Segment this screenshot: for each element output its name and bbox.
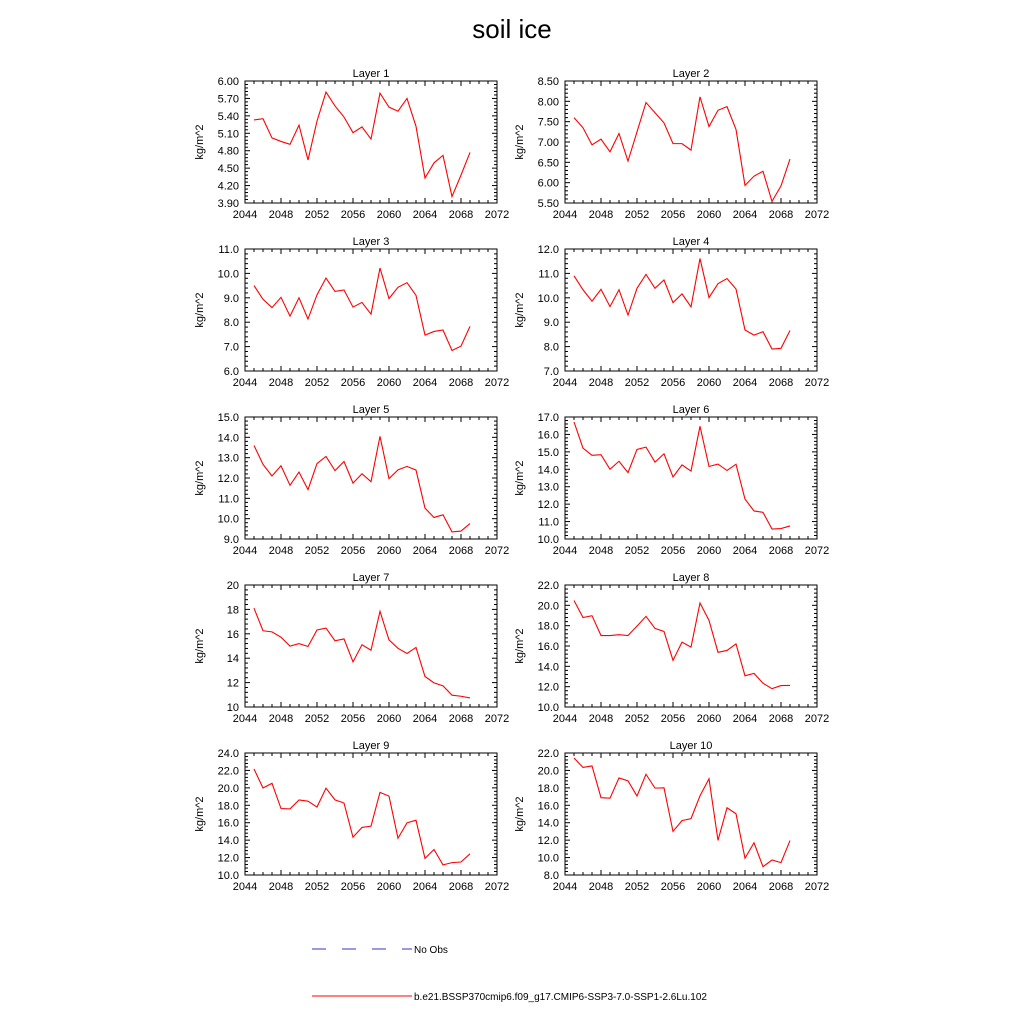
legend-model-label: b.e21.BSSP370cmip6.f09_g17.CMIP6-SSP3-7.0-SSP1-2.6Lu.102 bbox=[414, 992, 707, 1003]
x-tick-label: 2072 bbox=[484, 377, 510, 389]
y-tick-label: 10.0 bbox=[537, 702, 559, 714]
x-tick-label: 2072 bbox=[484, 209, 510, 221]
x-tick-label: 2048 bbox=[588, 377, 614, 389]
plot-frame bbox=[565, 249, 817, 371]
series-line bbox=[574, 422, 790, 529]
x-tick-label: 2052 bbox=[304, 545, 330, 557]
x-tick-label: 2060 bbox=[696, 881, 722, 893]
panel-layer-7 bbox=[194, 572, 509, 725]
x-tick-label: 2072 bbox=[804, 377, 830, 389]
panel-title: Layer 3 bbox=[352, 236, 390, 248]
plot-frame bbox=[245, 753, 497, 875]
x-tick-label: 2064 bbox=[412, 713, 438, 725]
y-tick-label: 16.0 bbox=[537, 429, 559, 442]
x-tick-label: 2064 bbox=[412, 881, 438, 893]
y-tick-label: 8.50 bbox=[537, 76, 559, 88]
x-tick-label: 2068 bbox=[768, 209, 794, 221]
x-tick-label: 2056 bbox=[660, 545, 686, 557]
x-tick-label: 2048 bbox=[588, 881, 614, 893]
y-tick-label: 16.0 bbox=[217, 817, 239, 830]
x-tick-label: 2048 bbox=[268, 377, 294, 389]
x-tick-label: 2068 bbox=[768, 713, 794, 725]
y-tick-label: 16.0 bbox=[537, 800, 559, 813]
y-axis-label: kg/m^2 bbox=[514, 796, 526, 832]
x-tick-label: 2064 bbox=[732, 713, 758, 725]
y-tick-label: 22.0 bbox=[217, 765, 239, 778]
x-tick-label: 2044 bbox=[232, 209, 258, 221]
y-tick-label: 11.0 bbox=[538, 268, 559, 281]
panel-title: Layer 4 bbox=[672, 236, 710, 248]
x-tick-label: 2044 bbox=[552, 545, 578, 557]
x-tick-label: 2048 bbox=[588, 545, 614, 557]
x-tick-label: 2064 bbox=[732, 377, 758, 389]
y-tick-label: 6.50 bbox=[537, 157, 559, 170]
figure-title: soil ice bbox=[472, 14, 552, 44]
y-tick-label: 8.0 bbox=[543, 341, 559, 354]
y-tick-label: 18 bbox=[226, 604, 239, 617]
y-tick-label: 7.0 bbox=[223, 341, 239, 354]
y-tick-label: 10.0 bbox=[537, 534, 559, 546]
y-tick-label: 3.90 bbox=[217, 198, 239, 210]
y-tick-label: 7.00 bbox=[537, 137, 559, 149]
x-tick-label: 2052 bbox=[624, 881, 650, 893]
x-tick-label: 2052 bbox=[304, 713, 330, 725]
x-tick-label: 2068 bbox=[448, 881, 474, 893]
y-axis-label: kg/m^2 bbox=[194, 628, 206, 664]
x-tick-label: 2056 bbox=[660, 881, 686, 893]
x-tick-label: 2052 bbox=[624, 209, 650, 221]
y-axis-label: kg/m^2 bbox=[194, 124, 206, 160]
y-tick-label: 7.0 bbox=[543, 366, 559, 378]
y-tick-label: 10.0 bbox=[217, 268, 239, 281]
x-tick-label: 2052 bbox=[304, 881, 330, 893]
x-tick-label: 2052 bbox=[304, 209, 330, 221]
y-tick-label: 14.0 bbox=[537, 661, 559, 674]
legend-obs-label: No Obs bbox=[414, 945, 448, 956]
y-tick-label: 11.0 bbox=[218, 493, 239, 506]
x-tick-label: 2068 bbox=[768, 545, 794, 557]
y-axis-label: kg/m^2 bbox=[194, 460, 206, 496]
y-tick-label: 14.0 bbox=[217, 432, 239, 445]
series-line bbox=[574, 758, 790, 867]
y-tick-label: 5.50 bbox=[537, 198, 559, 210]
x-tick-label: 2068 bbox=[448, 377, 474, 389]
panel-title: Layer 7 bbox=[352, 572, 390, 584]
y-axis-label: kg/m^2 bbox=[194, 292, 206, 328]
y-axis-label: kg/m^2 bbox=[514, 292, 526, 328]
y-axis-label: kg/m^2 bbox=[514, 460, 526, 496]
x-tick-label: 2056 bbox=[340, 209, 366, 221]
plot-frame bbox=[565, 417, 817, 539]
y-tick-label: 14.0 bbox=[217, 835, 239, 848]
plot-frame bbox=[565, 753, 817, 875]
panel-layer-5 bbox=[194, 404, 509, 557]
panel-title: Layer 8 bbox=[672, 572, 710, 584]
x-tick-label: 2056 bbox=[660, 209, 686, 221]
y-tick-label: 18.0 bbox=[537, 782, 559, 795]
x-tick-label: 2060 bbox=[696, 713, 722, 725]
x-tick-label: 2056 bbox=[340, 881, 366, 893]
y-tick-label: 8.00 bbox=[537, 96, 559, 109]
x-tick-label: 2064 bbox=[412, 209, 438, 221]
x-tick-label: 2064 bbox=[732, 881, 758, 893]
y-tick-label: 24.0 bbox=[217, 748, 239, 760]
x-tick-label: 2052 bbox=[624, 545, 650, 557]
panel-title: Layer 1 bbox=[352, 68, 390, 80]
panel-layer-8 bbox=[514, 572, 829, 725]
y-axis-label: kg/m^2 bbox=[194, 796, 206, 832]
y-tick-label: 20.0 bbox=[537, 765, 559, 778]
y-tick-label: 12.0 bbox=[537, 681, 559, 694]
x-tick-label: 2060 bbox=[696, 545, 722, 557]
y-tick-label: 9.0 bbox=[543, 317, 559, 330]
x-tick-label: 2044 bbox=[552, 881, 578, 893]
panel-layer-6 bbox=[514, 404, 829, 557]
y-tick-label: 6.0 bbox=[223, 366, 239, 378]
x-tick-label: 2060 bbox=[696, 209, 722, 221]
x-tick-label: 2044 bbox=[552, 209, 578, 221]
x-tick-label: 2056 bbox=[660, 713, 686, 725]
y-tick-label: 4.50 bbox=[217, 163, 239, 176]
y-tick-label: 9.0 bbox=[223, 292, 239, 305]
panel-layer-3 bbox=[194, 236, 509, 389]
y-tick-label: 22.0 bbox=[537, 748, 559, 760]
x-tick-label: 2064 bbox=[732, 545, 758, 557]
panel-title: Layer 9 bbox=[352, 740, 390, 752]
x-tick-label: 2064 bbox=[412, 377, 438, 389]
y-tick-label: 14.0 bbox=[537, 817, 559, 830]
x-tick-label: 2064 bbox=[732, 209, 758, 221]
x-tick-label: 2044 bbox=[552, 713, 578, 725]
x-tick-label: 2060 bbox=[376, 209, 402, 221]
x-tick-label: 2044 bbox=[232, 713, 258, 725]
y-axis-label: kg/m^2 bbox=[514, 124, 526, 160]
x-tick-label: 2068 bbox=[768, 881, 794, 893]
x-tick-label: 2052 bbox=[624, 713, 650, 725]
y-tick-label: 10.0 bbox=[217, 870, 239, 882]
panel-title: Layer 6 bbox=[672, 404, 710, 416]
x-tick-label: 2048 bbox=[268, 545, 294, 557]
y-tick-label: 8.0 bbox=[223, 317, 239, 330]
series-line bbox=[254, 268, 470, 350]
x-tick-label: 2068 bbox=[448, 713, 474, 725]
y-tick-label: 11.0 bbox=[218, 244, 239, 256]
panel-layer-4 bbox=[514, 236, 829, 389]
x-tick-label: 2072 bbox=[484, 881, 510, 893]
x-tick-label: 2072 bbox=[484, 545, 510, 557]
y-tick-label: 14 bbox=[226, 653, 239, 666]
y-tick-label: 12.0 bbox=[217, 852, 239, 865]
panel-layer-9 bbox=[194, 740, 509, 893]
y-tick-label: 7.50 bbox=[537, 116, 559, 129]
plot-frame bbox=[245, 417, 497, 539]
y-tick-label: 17.0 bbox=[537, 412, 559, 424]
x-tick-label: 2048 bbox=[588, 713, 614, 725]
y-tick-label: 13.0 bbox=[217, 452, 239, 465]
series-line bbox=[254, 608, 470, 698]
x-tick-label: 2064 bbox=[412, 545, 438, 557]
y-axis-label: kg/m^2 bbox=[514, 628, 526, 664]
x-tick-label: 2048 bbox=[588, 209, 614, 221]
y-tick-label: 12 bbox=[226, 677, 239, 690]
x-tick-label: 2060 bbox=[696, 377, 722, 389]
y-tick-label: 12.0 bbox=[217, 473, 239, 485]
legend bbox=[312, 945, 707, 1003]
x-tick-label: 2072 bbox=[804, 881, 830, 893]
y-tick-label: 18.0 bbox=[537, 620, 559, 633]
x-tick-label: 2072 bbox=[804, 713, 830, 725]
y-tick-label: 8.0 bbox=[543, 870, 559, 882]
y-tick-label: 16 bbox=[226, 628, 239, 641]
x-tick-label: 2052 bbox=[624, 377, 650, 389]
series-line bbox=[574, 97, 790, 202]
x-tick-label: 2048 bbox=[268, 209, 294, 221]
y-tick-label: 5.40 bbox=[217, 110, 239, 123]
x-tick-label: 2044 bbox=[232, 545, 258, 557]
y-tick-label: 10.0 bbox=[537, 292, 559, 305]
x-tick-label: 2060 bbox=[376, 713, 402, 725]
y-tick-label: 20 bbox=[226, 580, 239, 592]
y-tick-label: 12.0 bbox=[537, 244, 559, 256]
x-tick-label: 2060 bbox=[376, 545, 402, 557]
y-tick-label: 20.0 bbox=[537, 600, 559, 613]
y-tick-label: 4.20 bbox=[217, 180, 239, 193]
x-tick-label: 2056 bbox=[340, 545, 366, 557]
x-tick-label: 2048 bbox=[268, 713, 294, 725]
x-tick-label: 2072 bbox=[484, 713, 510, 725]
x-tick-label: 2068 bbox=[768, 377, 794, 389]
y-tick-label: 6.00 bbox=[537, 177, 559, 190]
y-tick-label: 11.0 bbox=[538, 516, 559, 529]
x-tick-label: 2044 bbox=[552, 377, 578, 389]
panel-title: Layer 10 bbox=[669, 740, 713, 752]
series-line bbox=[254, 436, 470, 532]
panel-layer-1 bbox=[194, 68, 509, 221]
series-line bbox=[574, 600, 790, 688]
x-tick-label: 2060 bbox=[376, 377, 402, 389]
series-line bbox=[254, 769, 470, 865]
plot-frame bbox=[245, 249, 497, 371]
x-tick-label: 2068 bbox=[448, 209, 474, 221]
y-tick-label: 18.0 bbox=[217, 800, 239, 813]
x-tick-label: 2044 bbox=[232, 377, 258, 389]
x-tick-label: 2056 bbox=[660, 377, 686, 389]
x-tick-label: 2072 bbox=[804, 545, 830, 557]
x-tick-label: 2068 bbox=[448, 545, 474, 557]
panel-layer-10 bbox=[514, 740, 829, 893]
y-tick-label: 5.70 bbox=[217, 93, 239, 106]
y-tick-label: 20.0 bbox=[217, 782, 239, 795]
series-line bbox=[254, 92, 470, 197]
series-line bbox=[574, 259, 790, 350]
y-tick-label: 4.80 bbox=[217, 145, 239, 158]
x-tick-label: 2072 bbox=[804, 209, 830, 221]
x-tick-label: 2060 bbox=[376, 881, 402, 893]
panel-title: Layer 5 bbox=[352, 404, 390, 416]
y-tick-label: 10.0 bbox=[217, 513, 239, 526]
y-tick-label: 13.0 bbox=[537, 481, 559, 494]
y-tick-label: 10 bbox=[226, 702, 239, 714]
y-tick-label: 12.0 bbox=[537, 835, 559, 848]
y-tick-label: 12.0 bbox=[537, 499, 559, 512]
y-tick-label: 14.0 bbox=[537, 464, 559, 477]
y-tick-label: 9.0 bbox=[223, 534, 239, 546]
y-tick-label: 5.10 bbox=[217, 128, 239, 141]
plot-frame bbox=[245, 585, 497, 707]
x-tick-label: 2048 bbox=[268, 881, 294, 893]
x-tick-label: 2056 bbox=[340, 713, 366, 725]
y-tick-label: 15.0 bbox=[537, 446, 559, 459]
x-tick-label: 2044 bbox=[232, 881, 258, 893]
x-tick-label: 2056 bbox=[340, 377, 366, 389]
x-tick-label: 2052 bbox=[304, 377, 330, 389]
y-tick-label: 22.0 bbox=[537, 580, 559, 592]
panel-title: Layer 2 bbox=[672, 68, 710, 80]
panel-layer-2 bbox=[514, 68, 829, 221]
y-tick-label: 15.0 bbox=[217, 412, 239, 424]
y-tick-label: 16.0 bbox=[537, 641, 559, 653]
y-tick-label: 10.0 bbox=[537, 852, 559, 865]
y-tick-label: 6.00 bbox=[217, 76, 239, 88]
